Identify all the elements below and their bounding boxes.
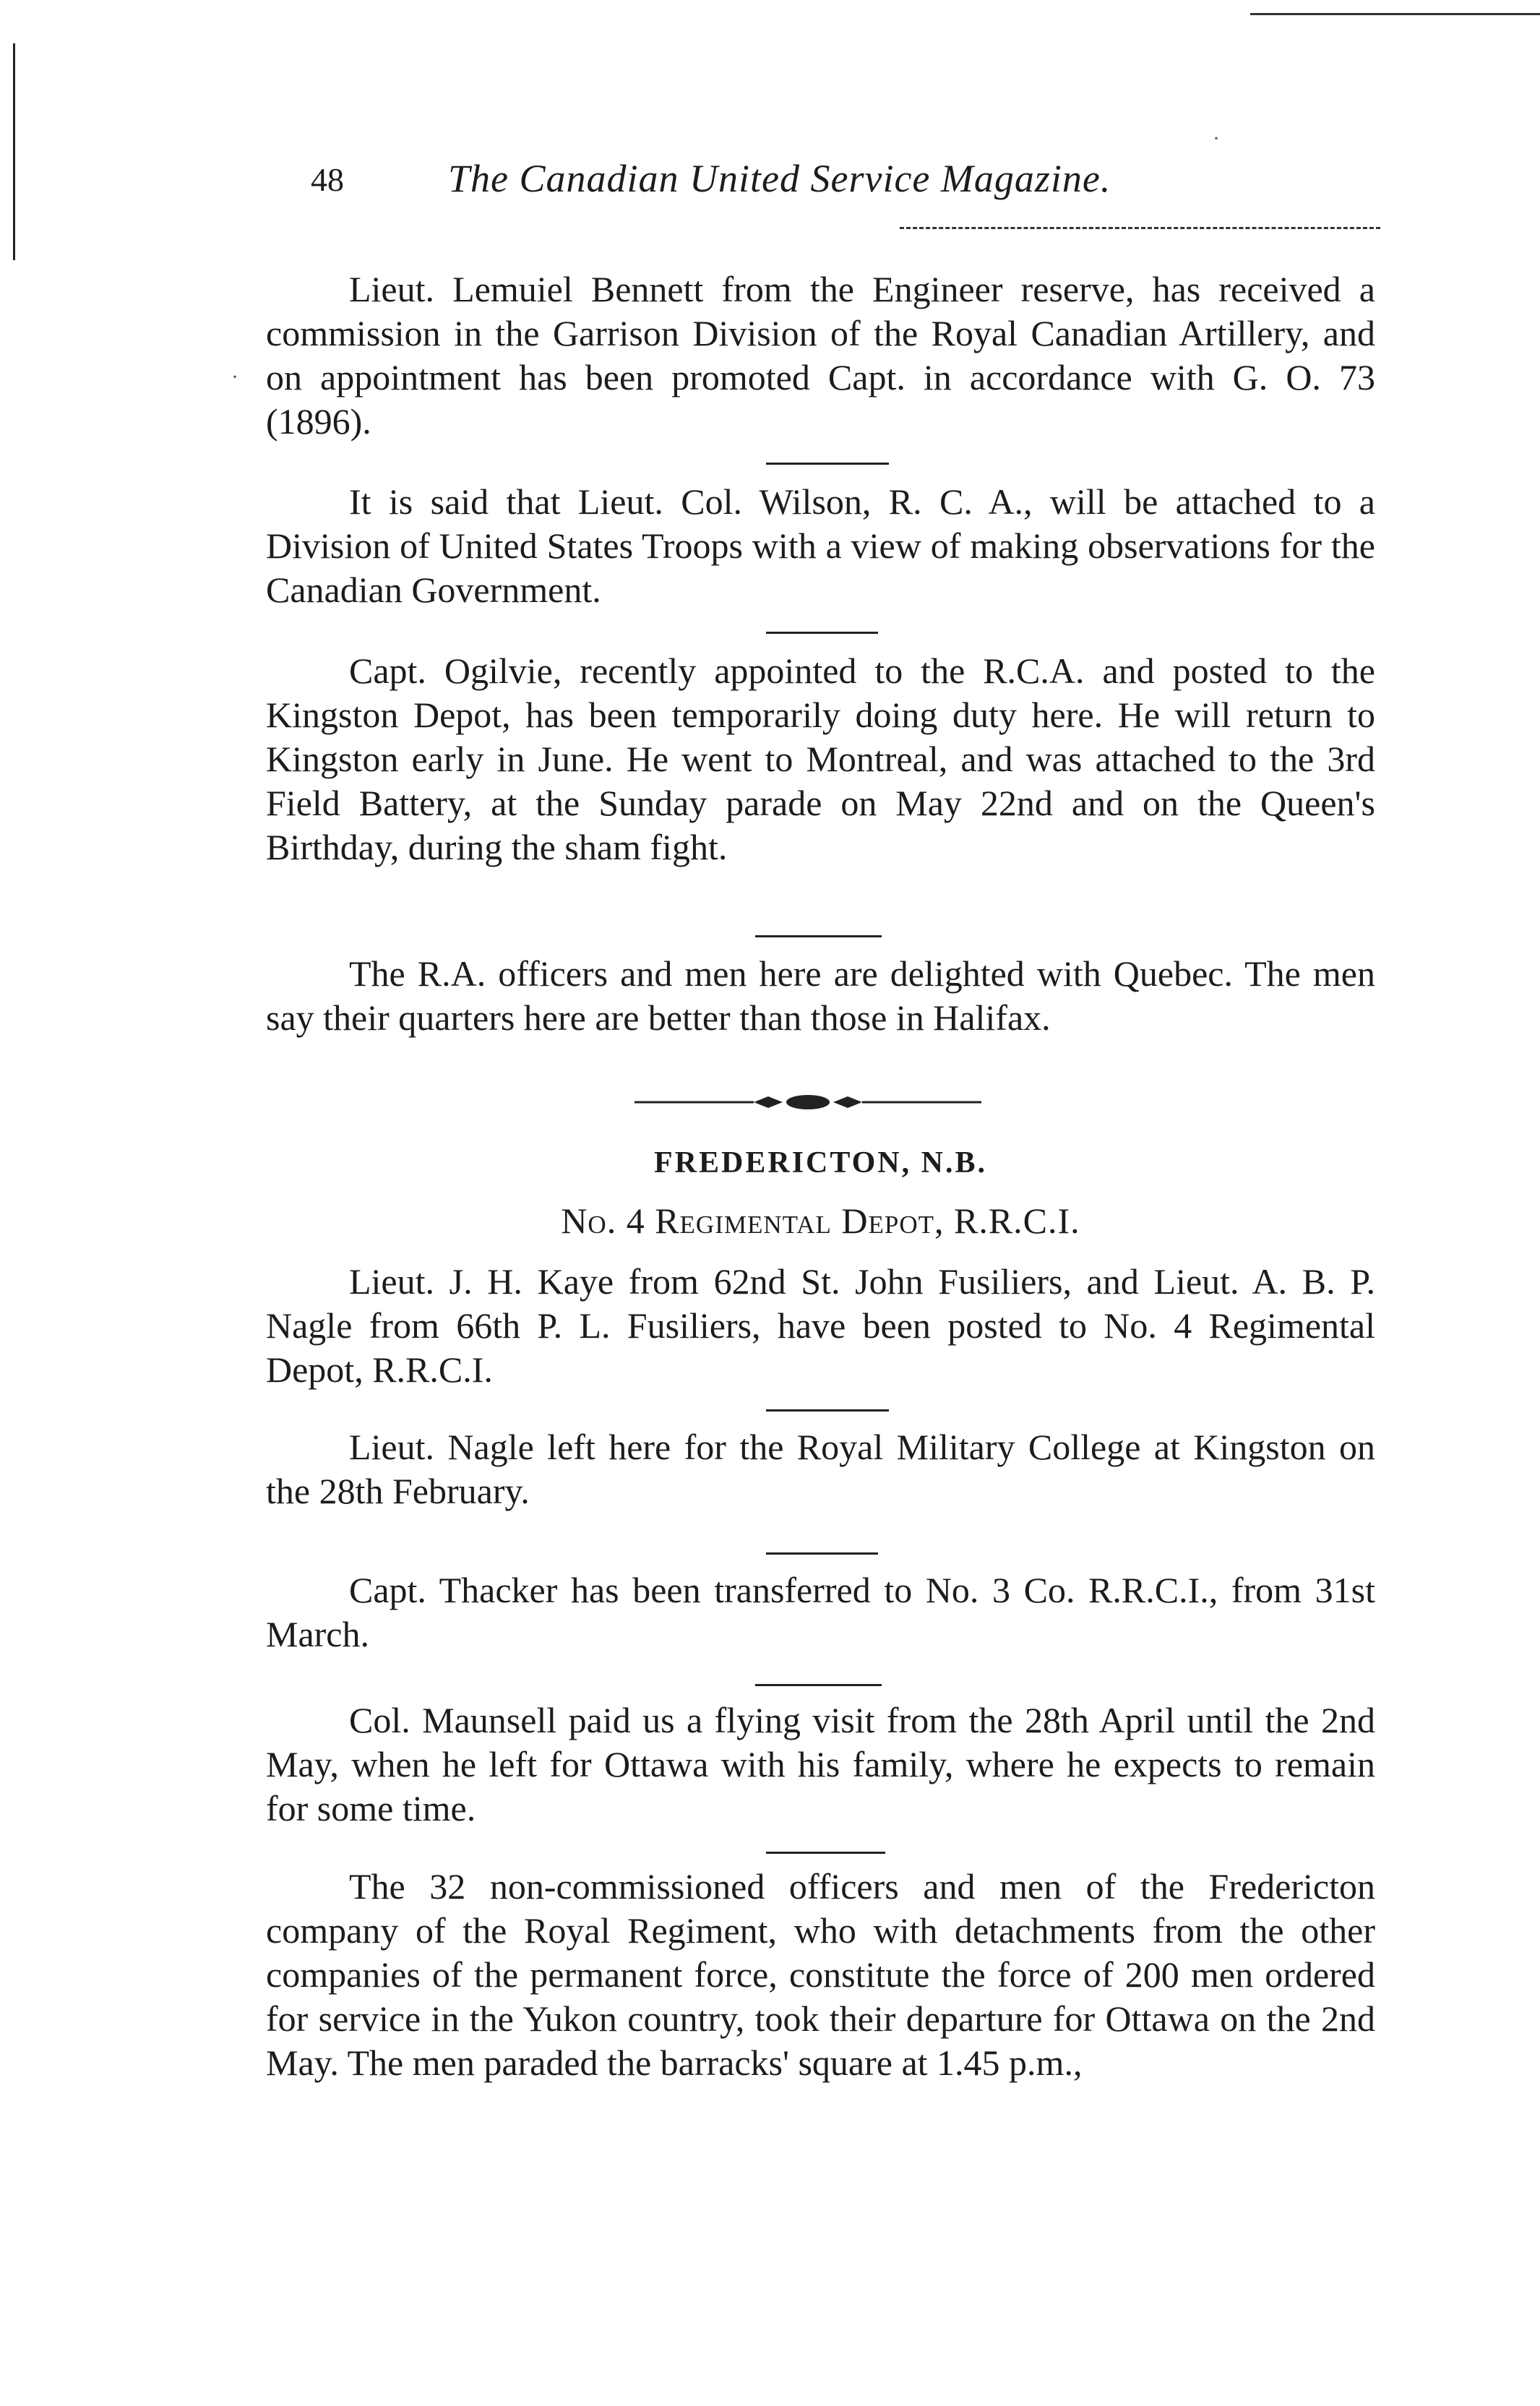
paragraph-kaye-nagle: Lieut. J. H. Kaye from 62nd St. John Fusiliers, and Lieut. A. B. P. Nagle from 66th P. L. Fusiliers, have been posted to No. 4 Regimental Depot, R.R.C.I.	[266, 1261, 1375, 1390]
top-edge-rule	[1250, 13, 1540, 15]
separator-rule	[766, 632, 878, 634]
separator-rule	[766, 1852, 885, 1854]
section-heading: FREDERICTON, N.B.	[654, 1146, 987, 1180]
header-rule	[900, 227, 1380, 229]
paragraph-ogilvie: Capt. Ogilvie, recently appointed to the R.C.A. and posted to the Kingston Depot, has been temporarily doing duty here. He will return to Kingston early in June. He went to Montreal, and was attached to the 3rd Field Battery, at the Sunday parade on May 22nd and on the Queen's Birthday, during the sham fight.	[266, 650, 1375, 867]
separator-rule	[766, 1552, 878, 1555]
section-ornament	[627, 1093, 989, 1112]
paragraph-maunsell: Col. Maunsell paid us a flying visit from the 28th April until the 2nd May, when he left for Ottawa with his family, where he expects to remain for some time.	[266, 1700, 1375, 1829]
section-subheading: No. 4 Regimental Depot, R.R.C.I.	[561, 1200, 1080, 1241]
margin-speck: ·	[231, 365, 238, 389]
paragraph-thacker: Capt. Thacker has been transferred to No. 3 Co. R.R.C.I., from 31st March.	[266, 1570, 1375, 1654]
paragraph-quebec: The R.A. officers and men here are delighted with Quebec. The men say their quarters here are better than those in Halifax.	[266, 953, 1375, 1038]
separator-rule	[766, 463, 889, 465]
binding-edge-line	[13, 43, 15, 260]
margin-speck: ·	[1213, 126, 1220, 150]
separator-rule	[766, 1409, 889, 1412]
running-title: The Canadian United Service Magazine.	[448, 157, 1111, 200]
separator-rule	[755, 1684, 882, 1686]
paragraph-yukon: The 32 non-commissioned officers and men of the Fredericton company of the Royal Regiment, who with detachments from the other companies of the permanent force, constitute the force of 200 men ordered for service in the Yukon country, took their departure for Ottawa on the 2nd May. The men paraded the barracks' square at 1.45 p.m.,	[266, 1866, 1375, 2083]
paragraph-wilson: It is said that Lieut. Col. Wilson, R. C. A., will be attached to a Division of United States Troops with a view of making observations for the Canadian Government.	[266, 481, 1375, 610]
separator-rule	[755, 935, 882, 937]
paragraph-bennett: Lieut. Lemuiel Bennett from the Engineer reserve, has received a commission in the Garrison Division of the Royal Canadian Artillery, and on appointment has been promoted Capt. in accordance with G. O. 73 (1896).	[266, 269, 1375, 442]
paragraph-nagle-rmc: Lieut. Nagle left here for the Royal Military College at Kingston on the 28th February.	[266, 1427, 1375, 1511]
page-number: 48	[311, 161, 344, 198]
